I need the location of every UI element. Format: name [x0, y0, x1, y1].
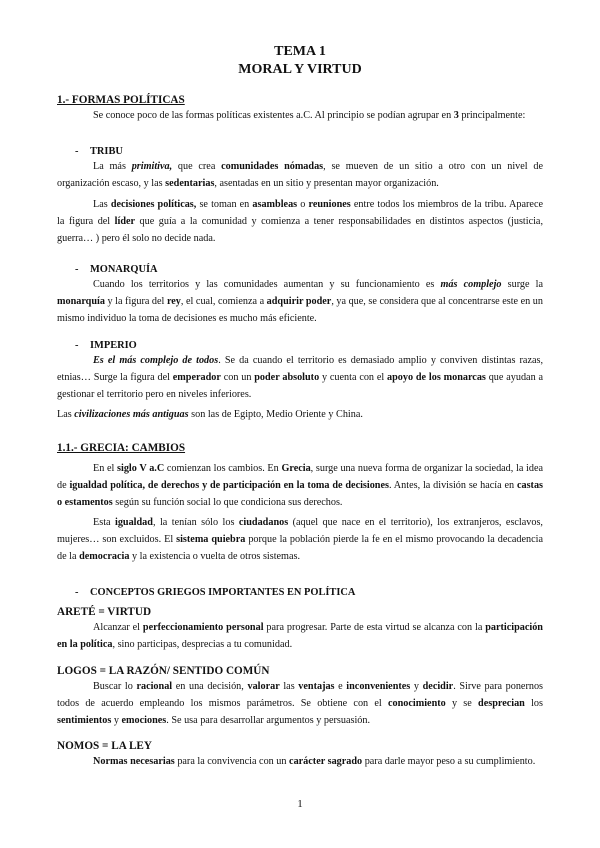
- text-run: para la convivencia con un: [174, 756, 290, 767]
- text-run: que ayudan a gestionar el territorio pero en niveles inferiores.: [57, 372, 544, 400]
- heading-logos: LOGOS = LA RAZÓN/ SENTIDO COMÚN: [57, 665, 270, 677]
- text-run: los: [524, 698, 543, 709]
- text-run: La más: [93, 161, 132, 172]
- text-run: emociones: [121, 715, 167, 726]
- text-run: decidir: [422, 681, 454, 692]
- text-run: asambleas: [252, 199, 298, 210]
- text-run: . Antes, la división se hacía en: [388, 480, 517, 491]
- text-run: y: [111, 715, 122, 726]
- bullet-label-imperio: IMPERIO: [90, 340, 137, 351]
- paragraph-logos: [57, 678, 543, 729]
- doc-title: TEMA 1: [274, 44, 326, 59]
- text-run: siglo V a.C: [117, 463, 165, 474]
- text-run: castas o estamentos: [57, 480, 543, 508]
- text-run: participación en la política: [57, 622, 543, 650]
- text-run: ciudadanos: [238, 517, 289, 528]
- heading-nomos: NOMOS = LA LEY: [57, 740, 152, 752]
- paragraph-tribu-2: [57, 196, 543, 247]
- text-run: poder absoluto: [254, 372, 320, 383]
- text-run: . Se usa para desarrollar argumentos y persuasión.: [166, 715, 371, 726]
- text-run: 3: [453, 110, 459, 121]
- text-run: civilizaciones más antiguas: [74, 409, 189, 420]
- paragraph-grecia-1: [57, 460, 543, 511]
- bullet-label-monarquia: MONARQUÍA: [90, 264, 158, 275]
- text-run: monarquía: [57, 296, 105, 307]
- text-run: Grecia: [281, 463, 311, 474]
- text-run: se toman en: [196, 199, 253, 210]
- text-run: emperador: [172, 372, 221, 383]
- text-run: y se: [445, 698, 479, 709]
- doc-subtitle: MORAL Y VIRTUD: [238, 62, 362, 77]
- text-run: , surge una nueva forma de organizar la sociedad, la idea de: [57, 463, 544, 491]
- text-run: e: [334, 681, 347, 692]
- text-run: para darle mayor peso a su cumplimiento.: [362, 756, 536, 767]
- text-run: comunidades nómadas: [221, 161, 324, 172]
- paragraph-intro: [57, 107, 543, 124]
- text-run: y cuenta con el: [319, 372, 388, 383]
- text-run: democracia: [79, 551, 130, 562]
- bullet-dash: -: [75, 264, 79, 275]
- text-run: entre todos los miembros de la tribu. Aparece la figura del: [57, 199, 543, 227]
- page-number: 1: [297, 798, 303, 810]
- text-run: inconvenientes: [346, 681, 411, 692]
- text-run: para progresar. Parte de esta virtud se alcanza con la: [263, 622, 486, 633]
- text-run: valorar: [247, 681, 280, 692]
- text-run: apoyo de los monarcas: [387, 372, 486, 383]
- text-run: según su función social lo que condiciona sus derechos.: [112, 497, 343, 508]
- bullet-conceptos: [57, 584, 543, 601]
- text-run: más complejo: [440, 279, 502, 290]
- text-run: , el cual, comienza a: [180, 296, 267, 307]
- text-run: ventajas: [298, 681, 335, 692]
- text-run: conocimiento: [388, 698, 446, 709]
- text-run: desprecian: [478, 698, 525, 709]
- text-run: , ya que, se considera que al concentrarse este en un mismo individuo la toma de decisiones es mucho más eficiente.: [57, 296, 543, 324]
- bullet-label-tribu: TRIBU: [90, 146, 123, 157]
- text-run: , sino participas, desprecias a tu comunidad.: [112, 639, 293, 650]
- paragraph-monarquia: [57, 276, 543, 327]
- text-run: y la existencia o vuelta de otros sistemas.: [129, 551, 301, 562]
- section-heading-formas-politicas: 1.- FORMAS POLÍTICAS: [57, 94, 185, 106]
- text-run: igualdad: [115, 517, 153, 528]
- text-run: perfeccionamiento personal: [142, 622, 264, 633]
- text-run: principalmente:: [458, 110, 526, 121]
- text-run: rey: [166, 296, 181, 307]
- text-run: Es el más complejo de todos: [93, 355, 219, 366]
- text-run: . Se da cuando el territorio es demasiado amplio y conviven distintas razas, etnias… Surge la figura del: [57, 355, 543, 383]
- text-run: Buscar lo: [93, 681, 137, 692]
- text-run: Esta: [93, 517, 115, 528]
- text-run: Se conoce poco de las formas políticas existentes a.C. Al principio se podían agrupar en: [93, 110, 454, 121]
- text-run: Las: [57, 409, 75, 420]
- bullet-dash: -: [75, 587, 79, 598]
- paragraph-grecia-2: [57, 514, 543, 565]
- text-run: las: [279, 681, 299, 692]
- text-run: porque la población pierde la fe en el mismo provocando la decadencia de la: [57, 534, 543, 562]
- text-run: En el: [93, 463, 118, 474]
- text-run: , se mueven de un sitio a otro con un nivel de organización escaso, y las: [57, 161, 544, 189]
- text-run: (aquel que nace en el territorio), los extranjeros, esclavos, mujeres… son excluidos. El: [57, 517, 543, 545]
- text-run: carácter sagrado: [289, 756, 363, 767]
- paragraph-imperio: [57, 352, 543, 403]
- text-run: , asentadas en un sitio y presentan mayor organización.: [214, 178, 439, 189]
- bullet-label-conceptos: CONCEPTOS GRIEGOS IMPORTANTES EN POLÍTICA: [90, 587, 356, 598]
- text-run: Normas necesarias: [93, 756, 175, 767]
- text-run: o: [297, 199, 309, 210]
- paragraph-civilizaciones: [57, 406, 543, 423]
- bullet-dash: -: [75, 340, 79, 351]
- text-run: son las de Egipto, Medio Oriente y China.: [188, 409, 363, 420]
- text-run: y: [410, 681, 423, 692]
- section-heading-grecia: 1.1.- GRECIA: CAMBIOS: [57, 442, 186, 454]
- text-run: Cuando los territorios y las comunidades aumentan y su funcionamiento es: [93, 279, 441, 290]
- text-run: sedentarias: [165, 178, 215, 189]
- text-run: Alcanzar el: [93, 622, 143, 633]
- text-run: . Sirve para ponernos todos de acuerdo empleando los mismos parámetros. Se obtiene con el: [57, 681, 543, 709]
- bullet-dash: -: [75, 146, 79, 157]
- text-run: líder: [114, 216, 136, 227]
- text-run: adquirir poder: [266, 296, 332, 307]
- text-run: primitiva,: [131, 161, 173, 172]
- text-run: sentimientos: [57, 715, 112, 726]
- text-run: con un: [220, 372, 255, 383]
- paragraph-tribu-1: [57, 158, 543, 192]
- text-run: igualdad política, de derechos y de participación en la toma de decisiones: [69, 480, 389, 491]
- text-run: y la figura del: [104, 296, 167, 307]
- text-run: racional: [136, 681, 173, 692]
- text-run: Las: [93, 199, 111, 210]
- heading-arete: ARETÉ = VIRTUD: [57, 606, 152, 618]
- paragraph-nomos: [57, 753, 543, 770]
- text-run: surge la: [501, 279, 544, 290]
- text-run: comienzan los cambios. En: [164, 463, 282, 474]
- paragraph-arete: [57, 619, 543, 653]
- text-run: , la tenían sólo los: [152, 517, 239, 528]
- text-run: decisiones políticas,: [110, 199, 197, 210]
- text-run: reuniones: [308, 199, 351, 210]
- text-run: sistema quiebra: [176, 534, 246, 545]
- text-run: en una decisión,: [172, 681, 248, 692]
- text-run: que crea: [172, 161, 222, 172]
- text-run: que guía a la comunidad y comienza a tener responsabilidades en distintos aspectos (justicia, guerra… ) pero él solo no decide nada.: [57, 216, 544, 244]
